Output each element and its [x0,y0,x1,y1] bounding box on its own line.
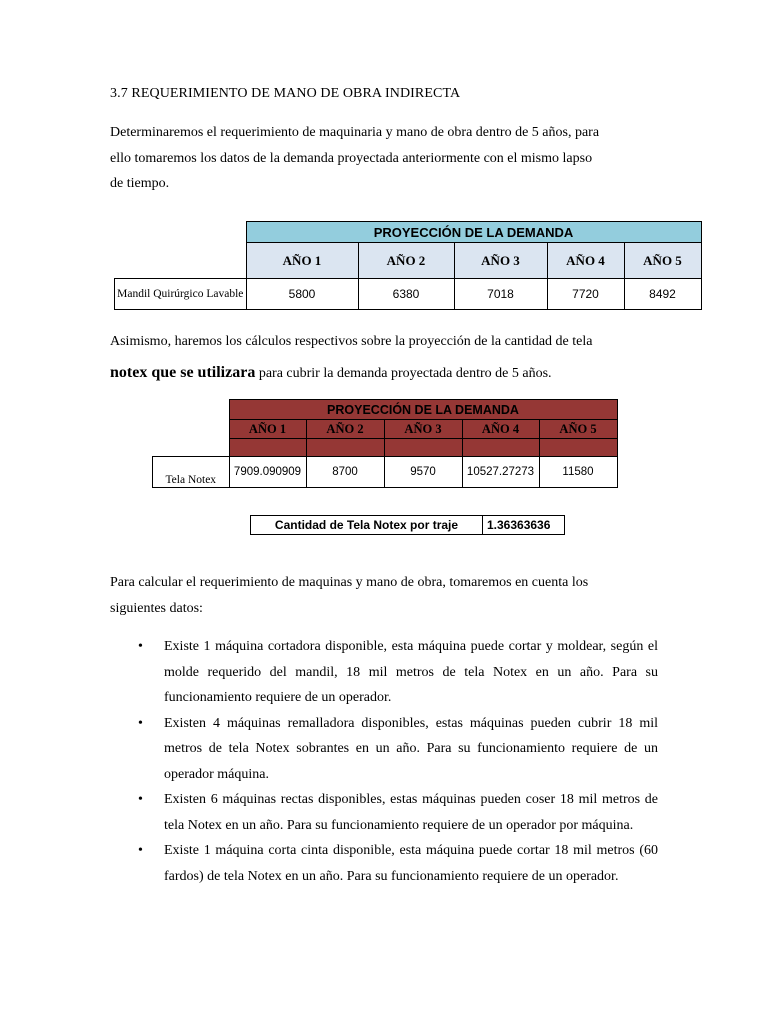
intro-line-2: ello tomaremos los datos de la demanda proyectada anteriormente con el mismo lapso [110,150,593,166]
header-band [539,439,617,457]
table-cell: 7720 [547,279,624,310]
section-heading: 3.7 REQUERIMIENTO DE MANO DE OBRA INDIRECTA [110,86,461,101]
intro-paragraph [110,120,662,197]
fabric-bold-phrase: notex que se utilizara [110,363,256,381]
table-title: PROYECCIÓN DE LA DEMANDA [229,400,617,420]
year-header: AÑO 5 [624,243,701,279]
table-cell: 7018 [454,279,547,310]
year-header: AÑO 1 [246,243,358,279]
bullet-icon: • [138,843,143,858]
bullet-icon: • [138,792,143,807]
table-cell: 8700 [306,457,384,488]
year-header: AÑO 1 [229,420,306,439]
intro-line-1: Determinaremos el requerimiento de maquinaria y mano de obra dentro de 5 años, para [110,125,600,140]
intro-line-3: de tiempo. [110,176,170,191]
year-header: AÑO 4 [547,243,624,279]
fabric-paragraph [110,329,662,386]
fabric-line-2: para cubrir la demanda proyectada dentro de 5 años. [255,365,552,381]
list-item-text: Existen 4 máquinas remalladora disponibles, estas máquinas pueden cubrir 18 mil metros de tela Notex sobrantes en un año. Para su funcionamiento requiere de un operador máquina. [164,715,658,782]
list-item [110,711,658,788]
list-item [110,838,658,889]
bullet-icon: • [138,715,143,731]
row-label: Mandil Quirúrgico Lavable [115,279,247,310]
table-title: PROYECCIÓN DE LA DEMANDA [246,222,701,243]
table-corner [115,243,247,279]
fabric-projection-table [152,399,618,488]
table-cell: 9570 [384,457,462,488]
year-header: AÑO 2 [306,420,384,439]
table-corner [115,222,247,243]
table-cell: 5800 [246,279,358,310]
list-item [110,634,658,711]
machine-list [110,634,658,889]
fabric-per-suit-label: Cantidad de Tela Notex por traje [251,516,483,535]
year-header: AÑO 3 [454,243,547,279]
table-corner [153,420,230,439]
table-corner [153,439,230,457]
table-corner [153,400,230,420]
year-header: AÑO 4 [462,420,539,439]
data-line-2: siguientes datos: [110,600,203,616]
fabric-per-suit-value: 1.36363636 [483,516,565,535]
header-band [229,439,306,457]
table-cell: 8492 [624,279,701,310]
table-cell: 6380 [358,279,454,310]
header-band [306,439,384,457]
year-header: AÑO 5 [539,420,617,439]
header-band [384,439,462,457]
row-label: Tela Notex [153,457,230,488]
year-header: AÑO 3 [384,420,462,439]
fabric-per-suit-table [250,515,565,535]
data-paragraph [110,570,662,621]
data-line-1: Para calcular el requerimiento de maquinas y mano de obra, tomaremos en cuenta los [110,575,589,590]
header-band [462,439,539,457]
demand-projection-table [114,221,702,310]
year-header: AÑO 2 [358,243,454,279]
list-item [110,787,658,838]
bullet-icon: • [138,639,143,654]
table-cell: 7909.090909 [229,457,306,488]
fabric-line-1: Asimismo, haremos los cálculos respectivos sobre la proyección de la cantidad de tela [110,334,593,349]
list-item-text: Existen 6 máquinas rectas disponibles, estas máquinas pueden coser 18 mil metros de tela Notex en un año. Para su funcionamiento requiere de un operador por máquina. [164,792,658,833]
table-cell: 10527.27273 [462,457,539,488]
table-cell: 11580 [539,457,617,488]
list-item-text: Existe 1 máquina cortadora disponible, esta máquina puede cortar y moldear, según el molde requerido del mandil, 18 mil metros de tela Notex en un año. Para su funcionamiento requiere de un operador. [164,639,658,705]
list-item-text: Existe 1 máquina corta cinta disponible, esta máquina puede cortar 18 mil metros (60 fardos) de tela Notex en un año. Para su funcionamiento requiere de un operador. [164,843,658,884]
